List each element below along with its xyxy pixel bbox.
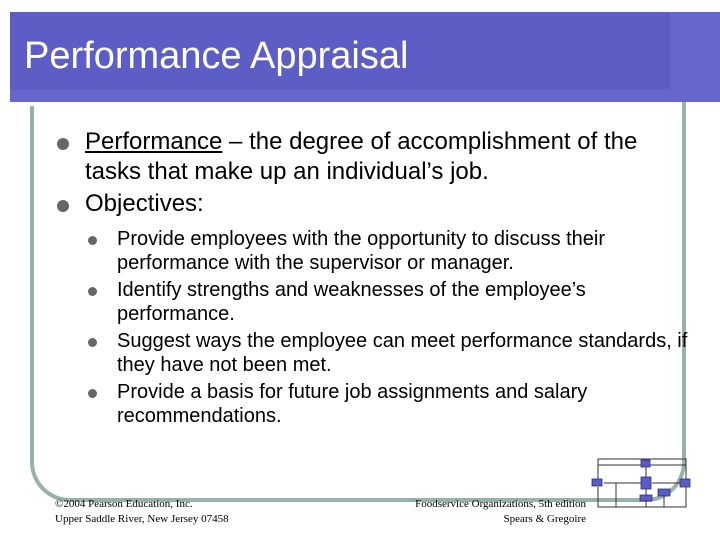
bullet-text: Objectives: (85, 190, 204, 217)
objective-text: Identify strengths and weaknesses of the employee’s performance. (117, 279, 586, 325)
footer-line: ©2004 Pearson Education, Inc. (55, 498, 193, 510)
footer-copyright (55, 497, 229, 527)
objective-text: Provide a basis for future job assignments and salary recommendations. (117, 381, 588, 427)
objective-item (85, 380, 695, 428)
title-underline (20, 102, 648, 106)
flow-diagram-icon (586, 455, 706, 519)
objective-item (85, 329, 695, 377)
footer-line: Spears & Gregoire (503, 513, 586, 525)
objective-item (85, 227, 695, 275)
objective-text: Provide employees with the opportunity to discuss their performance with the supervisor or manager. (117, 228, 606, 274)
bullet-dot-icon (88, 287, 97, 296)
bullet-dot-icon (57, 138, 69, 150)
slide-title: Performance Appraisal (24, 35, 409, 77)
bullet-dot-icon (88, 389, 97, 398)
bullet-objectives (55, 189, 695, 219)
bullet-text: – the degree of accomplishment of the tasks that make up an individual’s job. (85, 128, 638, 185)
slide-content (55, 127, 695, 431)
objectives-list (85, 227, 695, 428)
title-bar (10, 12, 720, 102)
bullet-dot-icon (88, 338, 97, 347)
bullet-performance (55, 127, 695, 187)
objective-text: Suggest ways the employee can meet performance standards, if they have not been met. (117, 330, 688, 376)
bullet-dot-icon (57, 200, 69, 212)
bullet-term: Performance (85, 128, 223, 155)
footer-book (390, 497, 586, 527)
objective-item (85, 278, 695, 326)
footer-line: Upper Saddle River, New Jersey 07458 (55, 513, 229, 525)
footer-line: Foodservice Organizations, 5th edition (415, 498, 586, 510)
bullet-dot-icon (88, 236, 97, 245)
